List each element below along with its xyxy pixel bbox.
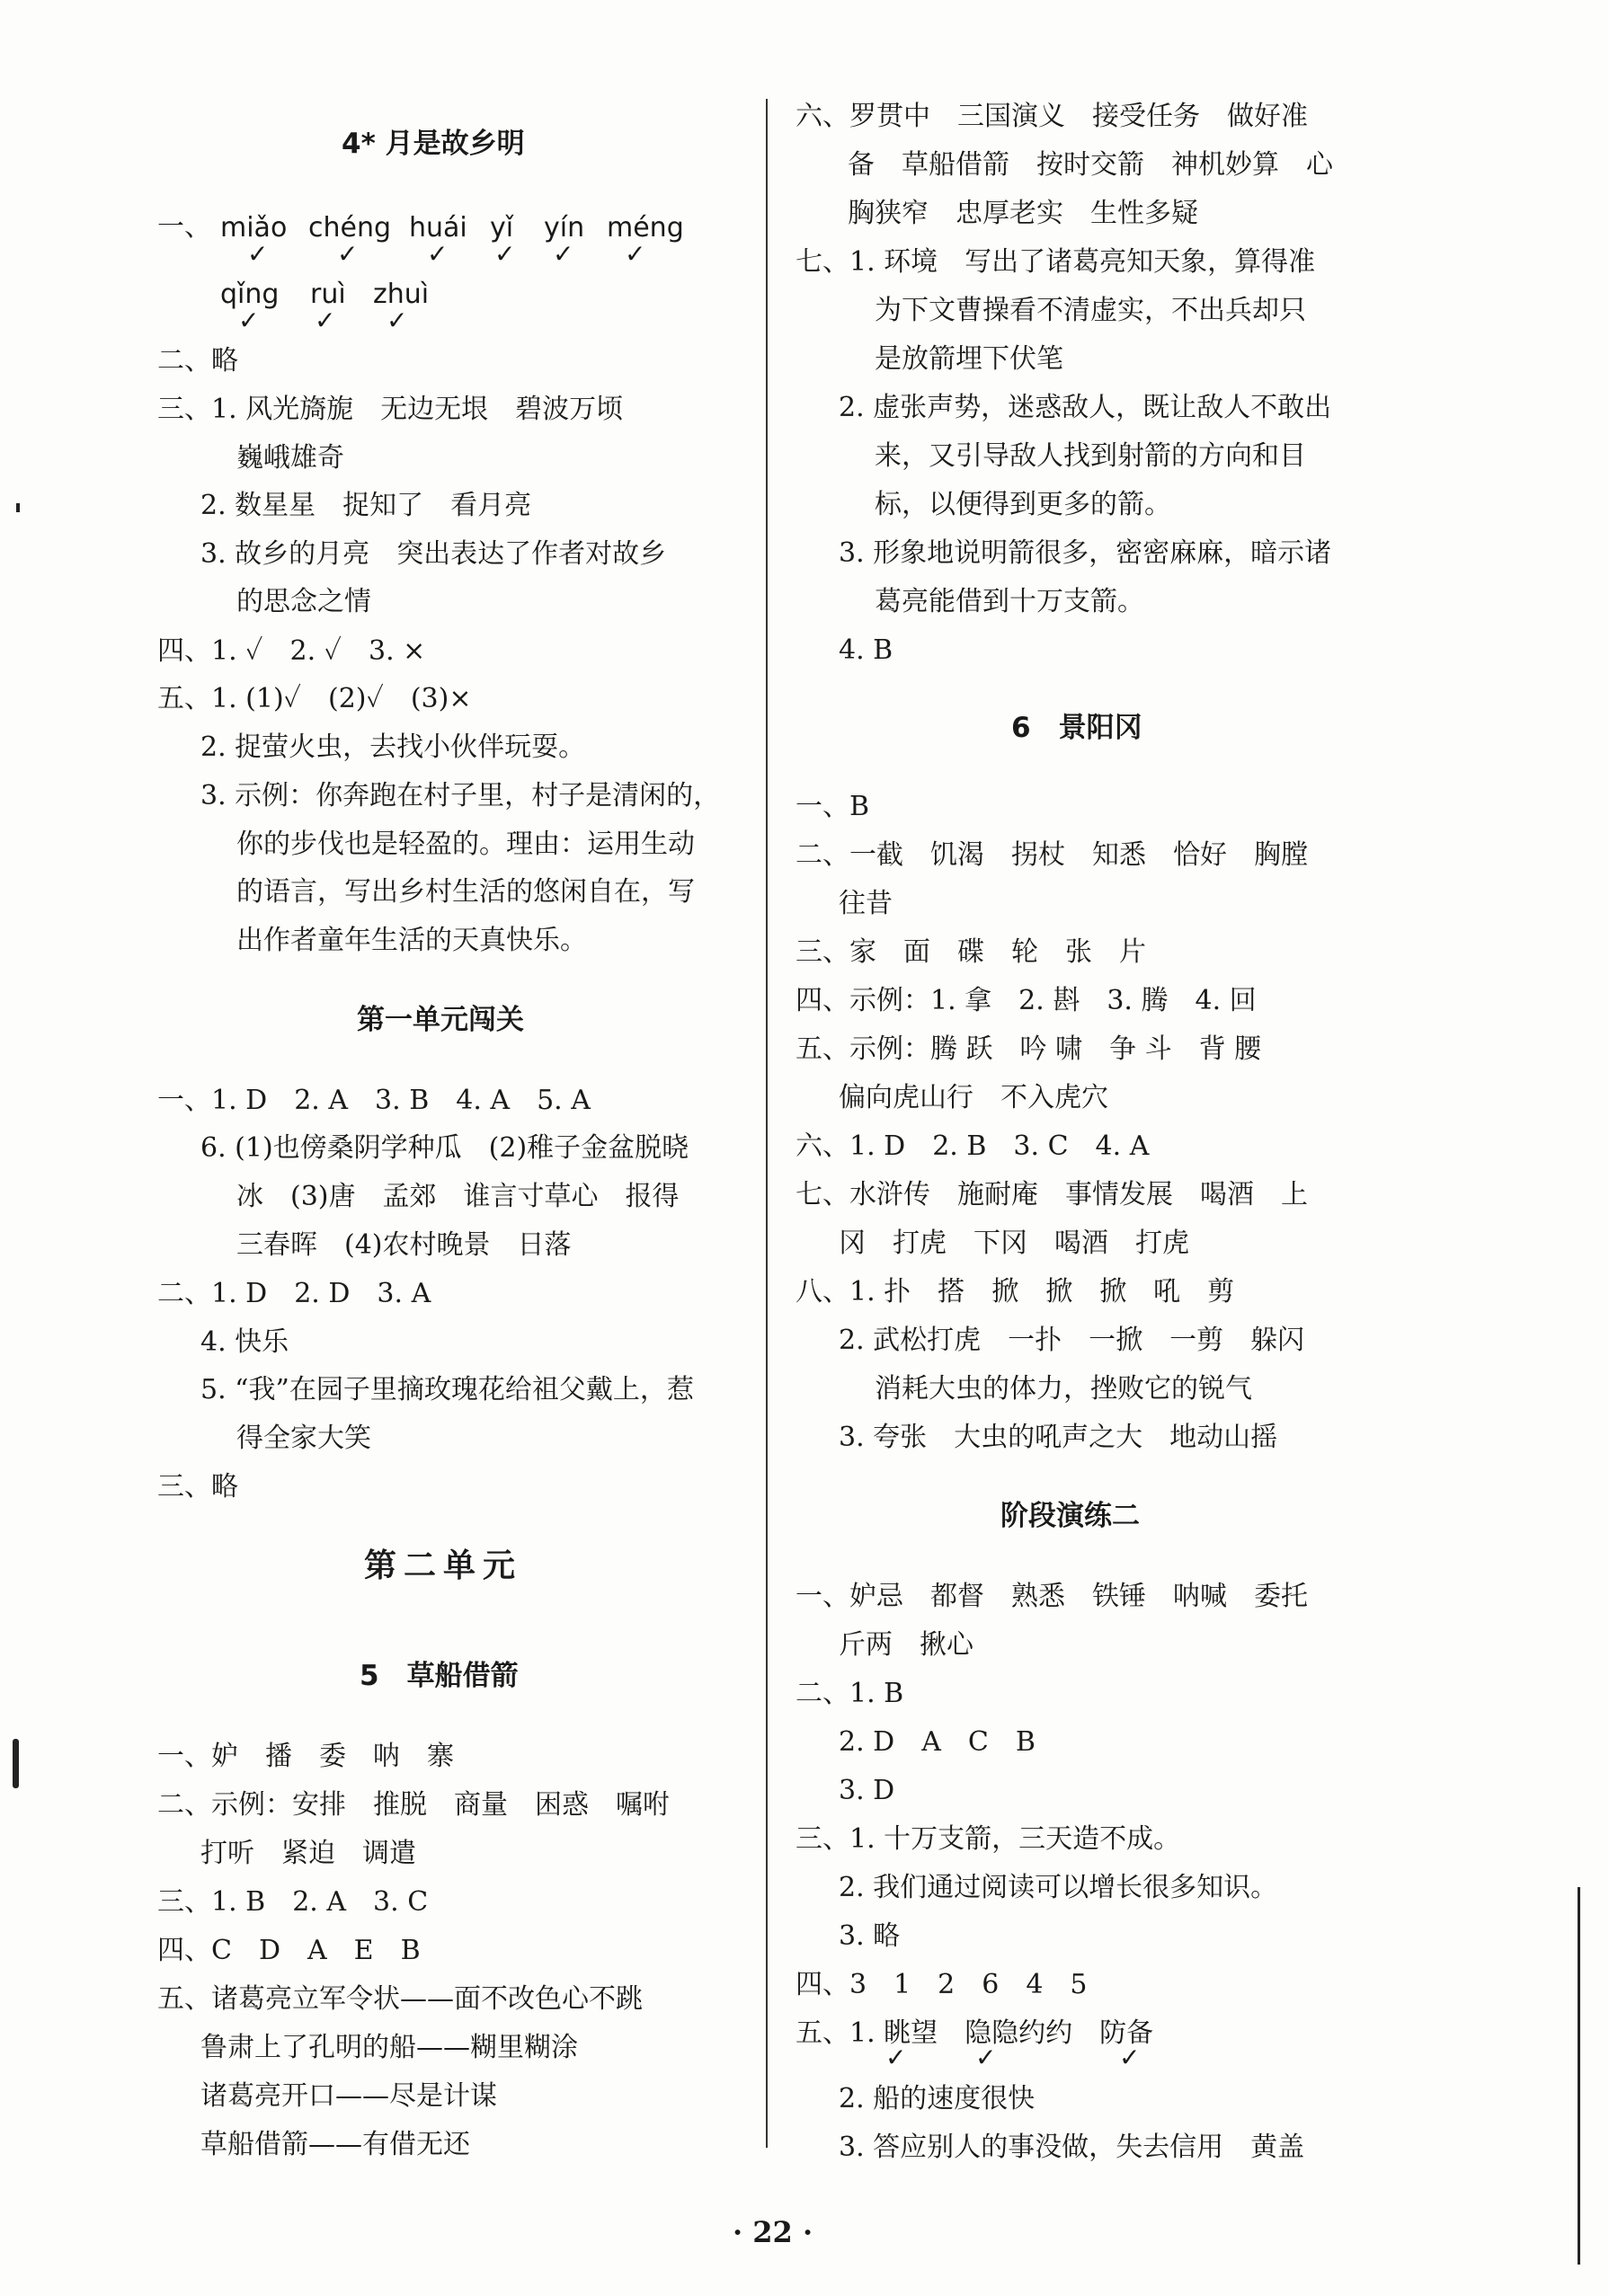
answer-line: 3. 答应别人的事没做，失去信用 黄盖 bbox=[839, 2132, 1305, 2163]
answer-line: 一、1. D 2. A 3. B 4. A 5. A bbox=[157, 1085, 591, 1116]
pinyin: yín bbox=[544, 212, 585, 244]
check-icon: ✓ bbox=[553, 239, 574, 269]
answer-line: 的语言，写出乡村生活的悠闲自在，写 bbox=[236, 876, 695, 908]
answer-line: 四、1. ✓ 2. ✓ 3. × bbox=[157, 635, 426, 667]
answer-line: 消耗大虫的体力，挫败它的锐气 bbox=[875, 1373, 1252, 1405]
answer-line: 备 草船借箭 按时交箭 神机妙算 心 bbox=[848, 149, 1333, 181]
answer-line: 二、1. D 2. D 3. A bbox=[157, 1278, 431, 1309]
section-title-6: 6 景阳冈 bbox=[1011, 712, 1142, 744]
answer-line: 二、示例：安排 推脱 商量 困惑 嘱咐 bbox=[157, 1789, 670, 1821]
pinyin: huái bbox=[409, 212, 467, 244]
answer-line: 3. 形象地说明箭很多，密密麻麻，暗示诸 bbox=[839, 537, 1332, 569]
answer-line: 的思念之情 bbox=[236, 586, 371, 617]
answer-line: 一、妒忌 都督 熟悉 铁锤 呐喊 委托 bbox=[796, 1581, 1308, 1612]
answer-line: 三、1. 十万支箭，三天造不成。 bbox=[796, 1823, 1181, 1855]
answer-line: 4. B bbox=[839, 634, 893, 666]
answer-line: 五、示例：腾 跃 吟 啸 争 斗 背 腰 bbox=[796, 1033, 1262, 1065]
check-icon: ✓ bbox=[625, 239, 646, 269]
answer-line: 七、1. 环境 写出了诸葛亮知天象，算得准 bbox=[796, 246, 1316, 278]
answer-line: 2. 我们通过阅读可以增长很多知识。 bbox=[839, 1872, 1278, 1903]
answer-line: 是放箭埋下伏笔 bbox=[875, 343, 1063, 375]
check-icon: ✓ bbox=[247, 239, 269, 269]
answer-line: 鲁肃上了孔明的船——糊里糊涂 bbox=[200, 2032, 578, 2063]
pinyin: zhuì bbox=[373, 279, 430, 310]
answer-line: 2. 船的速度很快 bbox=[839, 2083, 1036, 2114]
answer-line: 偏向虎山行 不入虎穴 bbox=[839, 1082, 1108, 1113]
section-title-5: 5 草船借箭 bbox=[360, 1660, 519, 1692]
answer-line: 五、1. (1)✓ (2)✓ (3)× bbox=[157, 683, 472, 714]
answer-line: 往昔 bbox=[839, 888, 893, 919]
check-icon: ✓ bbox=[315, 306, 336, 335]
answer-line: 一、妒 播 委 呐 寨 bbox=[157, 1741, 454, 1772]
answer-line: 2. 捉萤火虫，去找小伙伴玩耍。 bbox=[200, 731, 586, 763]
section-title-practice-2: 阶段演练二 bbox=[1000, 1500, 1140, 1532]
check-icon: ✓ bbox=[494, 239, 516, 269]
answer-line: 葛亮能借到十万支箭。 bbox=[875, 586, 1144, 617]
answer-line: 打听 紧迫 调遣 bbox=[200, 1838, 416, 1869]
answer-line: 你的步伐也是轻盈的。理由：运用生动 bbox=[236, 829, 695, 860]
check-icon: ✓ bbox=[427, 239, 449, 269]
pinyin: qǐng bbox=[220, 279, 280, 310]
section-title-4: 4* 月是故乡明 bbox=[342, 128, 525, 160]
column-divider bbox=[766, 99, 768, 2148]
answer-line: 巍峨雄奇 bbox=[236, 442, 344, 474]
answer-line: 三春晖 (4)农村晚景 日落 bbox=[236, 1229, 572, 1261]
pinyin: méng bbox=[607, 212, 684, 244]
answer-line: 四、C D A E B bbox=[157, 1935, 421, 1966]
answer-line: 四、3 1 2 6 4 5 bbox=[796, 1969, 1088, 2000]
answer-line: 标，以便得到更多的箭。 bbox=[875, 489, 1171, 520]
answer-line: 五、诸葛亮立军令状——面不改色心不跳 bbox=[157, 1983, 643, 2015]
answer-line: 三、1. B 2. A 3. C bbox=[157, 1886, 429, 1918]
answer-line: 3. 故乡的月亮 突出表达了作者对故乡 bbox=[200, 538, 667, 570]
answer-line: 3. 夸张 大虫的吼声之大 地动山摇 bbox=[839, 1422, 1278, 1453]
answer-line: 3. 示例：你奔跑在村子里，村子是清闲的， bbox=[200, 780, 721, 811]
answer-line: 冰 (3)唐 孟郊 谁言寸草心 报得 bbox=[236, 1181, 680, 1212]
answer-line: 六、罗贯中 三国演义 接受任务 做好准 bbox=[796, 101, 1308, 132]
answer-line: 一、 bbox=[157, 211, 211, 243]
check-icon: ✓ bbox=[337, 239, 359, 269]
answer-line: 4. 快乐 bbox=[200, 1326, 289, 1358]
answer-line: 出作者童年生活的天真快乐。 bbox=[236, 925, 587, 956]
pinyin: miǎo bbox=[220, 212, 288, 244]
pinyin: yǐ bbox=[490, 212, 514, 244]
answer-line: 2. D A C B bbox=[839, 1726, 1036, 1758]
answer-line: 三、略 bbox=[157, 1471, 238, 1503]
answer-line: 2. 虚张声势，迷惑敌人，既让敌人不敢出 bbox=[839, 392, 1332, 423]
unit-title-2: 第二单元 bbox=[364, 1547, 523, 1584]
answer-line: 诸葛亮开口——尽是计谋 bbox=[200, 2080, 497, 2112]
answer-line: 得全家大笑 bbox=[236, 1423, 371, 1454]
answer-line: 胸狭窄 忠厚老实 生性多疑 bbox=[848, 198, 1198, 229]
answer-line: 八、1. 扑 搭 掀 掀 掀 吼 剪 bbox=[796, 1276, 1235, 1308]
answer-line: 斤两 揪心 bbox=[839, 1629, 973, 1661]
answer-line: 草船借箭——有借无还 bbox=[200, 2129, 470, 2160]
page-number: · 22 · bbox=[733, 2215, 813, 2249]
answer-line: 七、水浒传 施耐庵 事情发展 喝酒 上 bbox=[796, 1179, 1308, 1210]
answer-line: 五、1. 眺望 隐隐约约 防备 bbox=[796, 2017, 1154, 2049]
answer-line: 3. D bbox=[839, 1775, 895, 1806]
pinyin: ruì bbox=[310, 279, 346, 310]
answer-line: 6. (1)也傍桑阴学种瓜 (2)稚子金盆脱晓 bbox=[200, 1132, 689, 1164]
section-title-unit1-review: 第一单元闯关 bbox=[357, 1004, 524, 1036]
answer-line: 3. 略 bbox=[839, 1920, 901, 1952]
answer-line: 二、1. B bbox=[796, 1678, 904, 1709]
answer-line: 四、示例：1. 拿 2. 斟 3. 腾 4. 回 bbox=[796, 985, 1257, 1016]
answer-line: 二、一截 饥渴 拐杖 知悉 恰好 胸膛 bbox=[796, 839, 1308, 871]
answer-line: 为下文曹操看不清虚实，不出兵却只 bbox=[875, 295, 1306, 326]
scan-mark bbox=[13, 1739, 19, 1788]
scan-mark bbox=[1578, 1887, 1580, 2265]
scan-mark bbox=[16, 503, 20, 512]
answer-line: 2. 武松打虎 一扑 一掀 一剪 躲闪 bbox=[839, 1325, 1305, 1356]
answer-line: 2. 数星星 捉知了 看月亮 bbox=[200, 490, 532, 521]
pinyin: chéng bbox=[308, 212, 392, 244]
answer-line: 一、B bbox=[796, 791, 870, 822]
check-icon: ✓ bbox=[975, 2043, 997, 2072]
check-icon: ✓ bbox=[387, 306, 408, 335]
check-icon: ✓ bbox=[238, 306, 260, 335]
answer-line: 来，又引导敌人找到射箭的方向和目 bbox=[875, 440, 1306, 472]
answer-line: 冈 打虎 下冈 喝酒 打虎 bbox=[839, 1228, 1189, 1259]
check-icon: ✓ bbox=[1119, 2043, 1141, 2072]
answer-line: 三、1. 风光旖旎 无边无垠 碧波万顷 bbox=[157, 394, 624, 425]
answer-line: 三、家 面 碟 轮 张 片 bbox=[796, 936, 1146, 968]
answer-line: 二、略 bbox=[157, 345, 238, 377]
check-icon: ✓ bbox=[885, 2043, 907, 2072]
answer-line: 六、1. D 2. B 3. C 4. A bbox=[796, 1130, 1150, 1162]
answer-line: 5. “我”在园子里摘玫瑰花给祖父戴上，惹 bbox=[200, 1374, 694, 1405]
